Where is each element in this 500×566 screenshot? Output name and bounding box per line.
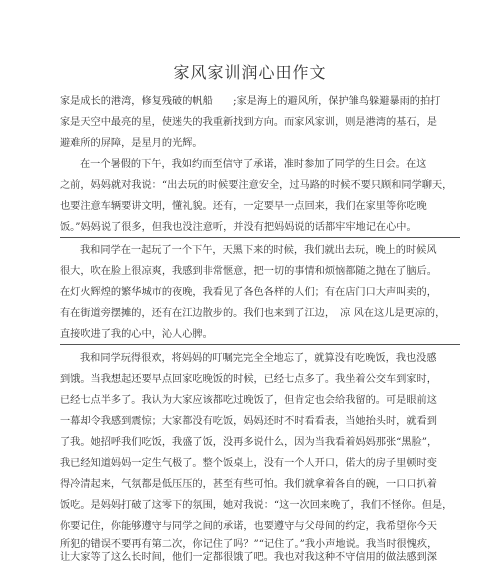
- paragraph-line: 了我。她招呼我们吃饭，我盛了饭，没再多说什么，因为当我看着妈妈那张“黑脸”，: [60, 437, 438, 448]
- paragraph-line: 让大家等了这么长时间，他们一定都很饿了吧。我也对我这种不守信用的做法感到深: [60, 552, 437, 563]
- divider-line: [60, 344, 460, 345]
- paragraph-line: 我已经知道妈妈一定生气极了。整个饭桌上，没有一个人开口，偌大的房子里顿时变: [60, 458, 437, 469]
- paragraph-line: 也要注意车辆要讲文明，懂礼貌。还有，一定要早一点回来，我们在家里等你吃晚: [60, 201, 427, 212]
- paragraph-line: 你要记住，你能够遵守与同学之间的承诺，也要遵守与父母间的约定，我希望你今天: [60, 521, 437, 532]
- paragraph-line: 饭。”妈妈说了很多，但我也没注意听，并没有把妈妈说的话都牢牢地记在心中。: [60, 222, 417, 233]
- paragraph-line: 直接吹进了我的心中，沁人心脾。: [60, 329, 213, 340]
- paragraph-line: 在灯火辉煌的繁华城市的夜晚，我看见了各色各样的人们；有在店门口大声叫卖的，: [60, 287, 437, 298]
- paragraph-line: 很大，吹在脸上很凉爽，我感到非常惬意，把一切的事情和烦恼都随之抛在了脑后。: [60, 266, 437, 277]
- paragraph-line: 有在街道旁摆摊的，还有在江边散步的。我们也来到了江边， 凉 风在这儿是更凉的，: [60, 308, 446, 319]
- document-title: 家风家训润心田作文: [173, 63, 327, 82]
- paragraph-line: 所犯的错误不要再有第二次，你记住了吗？”“记住了。”我小声地说。我当时很愧疚，: [60, 539, 438, 550]
- paragraph-line: 我和同学在一起玩了一个下午，天黑下来的时候，我们就出去玩，晚上的时候风: [80, 245, 437, 256]
- paragraph-line: 饭吃。是妈妈打破了这零下的氛围，她对我说：“这一次回来晚了，我们不怪你。但是，: [60, 500, 453, 511]
- paragraph-line: 避难所的屏障，是星月的光辉。: [60, 138, 203, 149]
- paragraph-line: 之前，妈妈就对我说：“出去玩的时候要注意安全，过马路的时候不要只顾和同学聊天，: [60, 180, 453, 191]
- paragraph-line: 到饿。当我想起还要早点回家吃晚饭的时候，已经七点多了。我坐着公交车到家时，: [60, 374, 437, 385]
- paragraph-line: 得冷清起来，气氛都是低压压的，甚至有些可怕。我们就拿着各自的碗，一口口扒着: [60, 479, 437, 490]
- paragraph-line: 家是成长的港湾，修复残破的帆船 ;家是海上的避风所，保护雏鸟躲避暴雨的拍打: [60, 96, 441, 107]
- paragraph-line: 我和同学玩得很欢，将妈妈的叮嘱完完全全地忘了，就算没有吃晚饭，我也没感: [80, 353, 437, 364]
- paragraph-line: 家是天空中最亮的星，使迷失的我重新找到方向。而家风家训，则是港湾的基石，是: [60, 117, 437, 128]
- paragraph-line: 已经七点半多了。我认为大家应该都吃过晚饭了，但肯定也会给我留的。可是眼前这: [60, 395, 437, 406]
- paragraph-line: 在一个暑假的下午，我如约而至信守了承诺，准时参加了同学的生日会。在这: [80, 159, 427, 170]
- paragraph-line: 一幕却令我感到震惊；大家都没有吃饭，妈妈还时不时看看表，当她抬头时，就看到: [60, 416, 437, 427]
- divider-line: [60, 237, 460, 238]
